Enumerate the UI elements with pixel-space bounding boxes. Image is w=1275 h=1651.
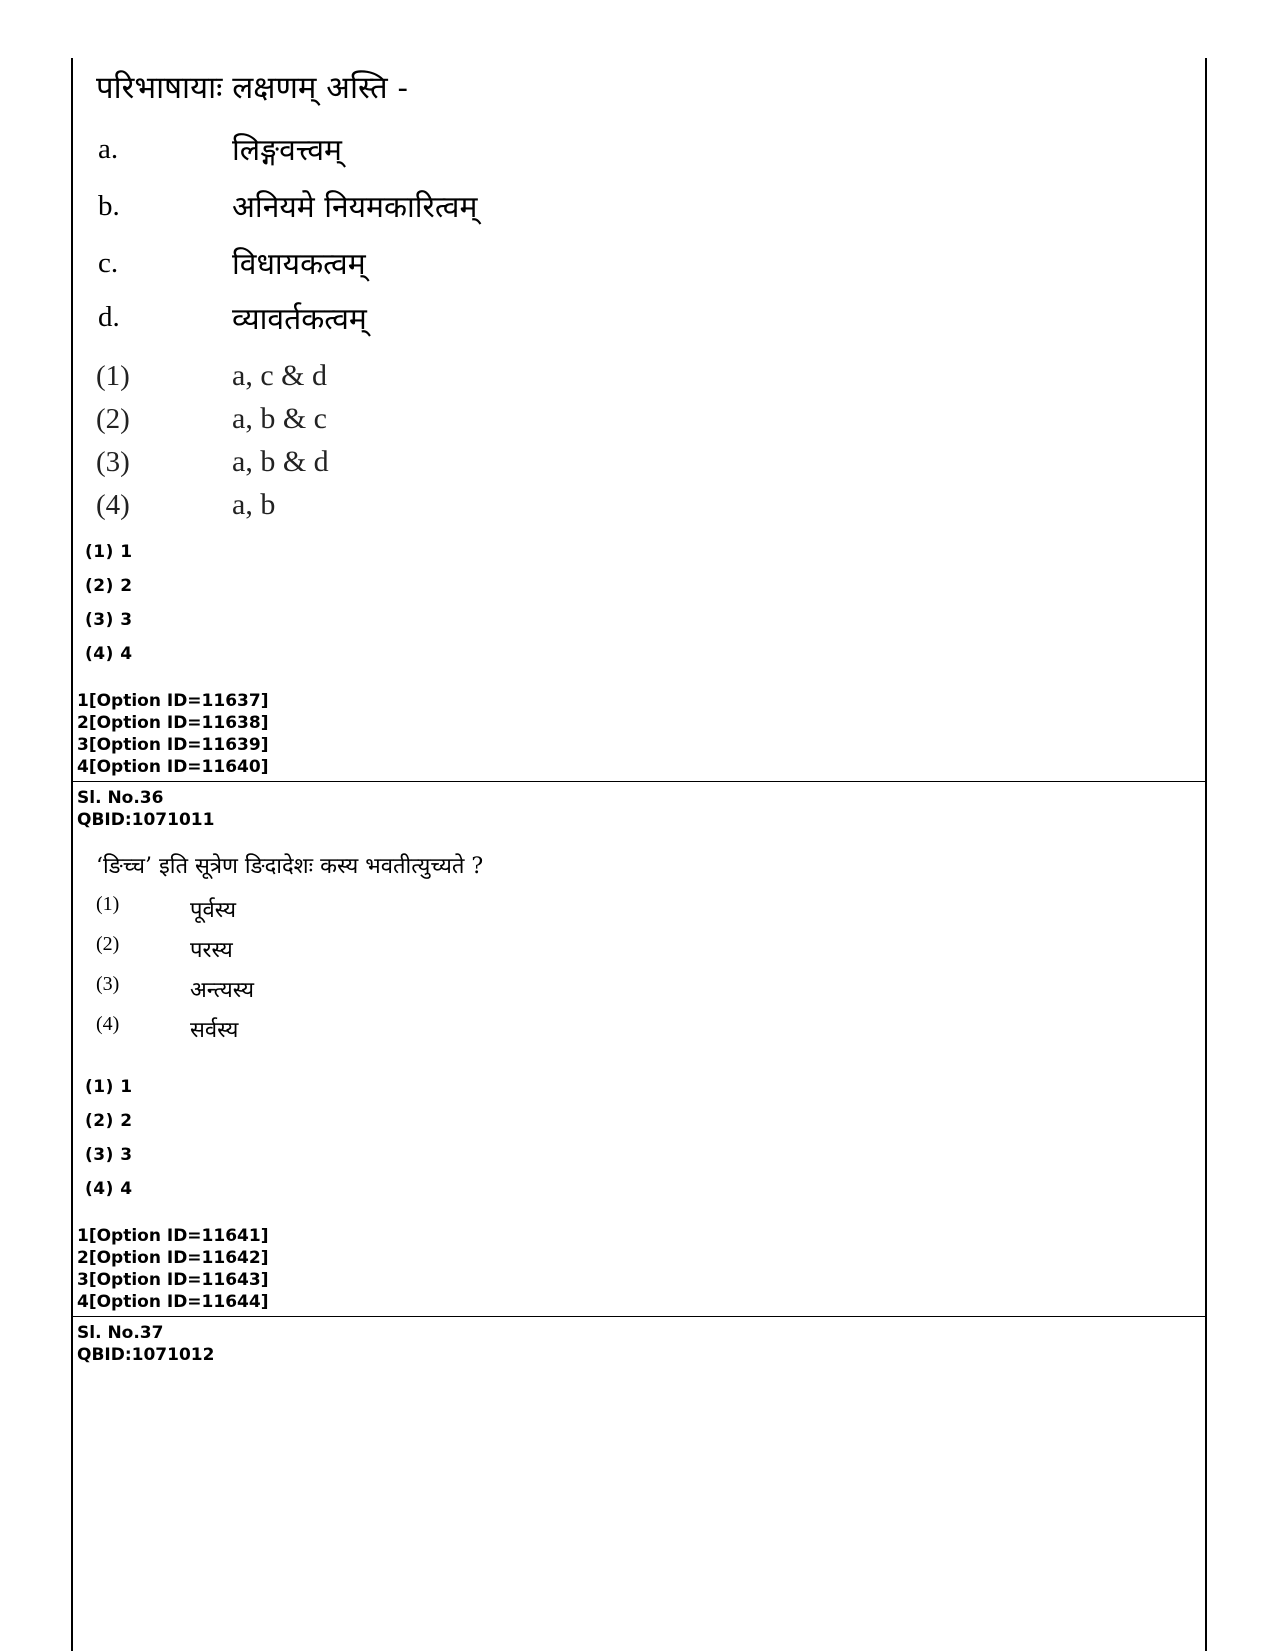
question-meta bbox=[77, 787, 214, 831]
answer-choice: (3) 3 bbox=[85, 1145, 133, 1165]
statement-text: लिङ्गवत्त्वम् bbox=[232, 133, 342, 168]
statement-text: व्यावर्तकत्वम् bbox=[232, 302, 367, 337]
option-id-list bbox=[77, 690, 268, 778]
question-stem: परिभाषायाः लक्षणम् अस्ति - bbox=[96, 70, 409, 106]
option-text: पूर्वस्य bbox=[190, 898, 237, 923]
right-border bbox=[1205, 58, 1207, 1651]
option-id: 1[Option ID=11637] bbox=[77, 691, 269, 711]
question-meta bbox=[77, 1322, 214, 1366]
option-number: (1) bbox=[96, 893, 120, 915]
answer-choice: (3) 3 bbox=[85, 610, 133, 630]
option-id: 2[Option ID=11638] bbox=[77, 713, 269, 733]
serial-number: Sl. No.36 bbox=[77, 788, 164, 808]
answer-choice: (4) 4 bbox=[85, 1179, 133, 1199]
option-number: (4) bbox=[96, 1013, 120, 1035]
combo-number: (2) bbox=[96, 403, 130, 435]
combo-number: (1) bbox=[96, 360, 130, 392]
option-id: 4[Option ID=11640] bbox=[77, 757, 269, 777]
answer-choice: (1) 1 bbox=[85, 542, 133, 562]
option-id: 3[Option ID=11639] bbox=[77, 735, 269, 755]
option-id: 4[Option ID=11644] bbox=[77, 1292, 269, 1312]
qbid: QBID:1071011 bbox=[77, 810, 215, 830]
serial-number: Sl. No.37 bbox=[77, 1323, 164, 1343]
divider bbox=[71, 781, 1207, 782]
option-id: 2[Option ID=11642] bbox=[77, 1248, 269, 1268]
qbid: QBID:1071012 bbox=[77, 1345, 215, 1365]
statement-label: b. bbox=[98, 190, 120, 222]
option-text: परस्य bbox=[190, 938, 233, 963]
combo-number: (4) bbox=[96, 489, 130, 521]
combo-text: a, b & d bbox=[232, 445, 329, 478]
question-stem: ‘ङिच्च’ इति सूत्रेण ङिदादेशः कस्य भवतीत्युच्यते ? bbox=[96, 854, 484, 879]
option-id-list bbox=[77, 1225, 268, 1313]
combo-text: a, c & d bbox=[232, 359, 327, 392]
option-number: (3) bbox=[96, 973, 120, 995]
option-text: अन्त्यस्य bbox=[190, 978, 255, 1003]
statement-label: c. bbox=[98, 247, 119, 279]
option-text: सर्वस्य bbox=[190, 1018, 239, 1043]
option-id: 1[Option ID=11641] bbox=[77, 1226, 269, 1246]
left-border bbox=[71, 58, 73, 1651]
answer-choice: (1) 1 bbox=[85, 1077, 133, 1097]
option-number: (2) bbox=[96, 933, 120, 955]
answer-choice: (4) 4 bbox=[85, 644, 133, 664]
statement-text: अनियमे नियमकारित्वम् bbox=[232, 190, 478, 225]
combo-text: a, b bbox=[232, 488, 276, 521]
statement-label: d. bbox=[98, 301, 120, 333]
divider bbox=[71, 1316, 1207, 1317]
combo-number: (3) bbox=[96, 446, 130, 478]
statement-label: a. bbox=[98, 133, 119, 165]
answer-choice: (2) 2 bbox=[85, 1111, 133, 1131]
combo-text: a, b & c bbox=[232, 402, 327, 435]
option-id: 3[Option ID=11643] bbox=[77, 1270, 269, 1290]
answer-choice: (2) 2 bbox=[85, 576, 133, 596]
statement-text: विधायकत्वम् bbox=[232, 247, 366, 282]
